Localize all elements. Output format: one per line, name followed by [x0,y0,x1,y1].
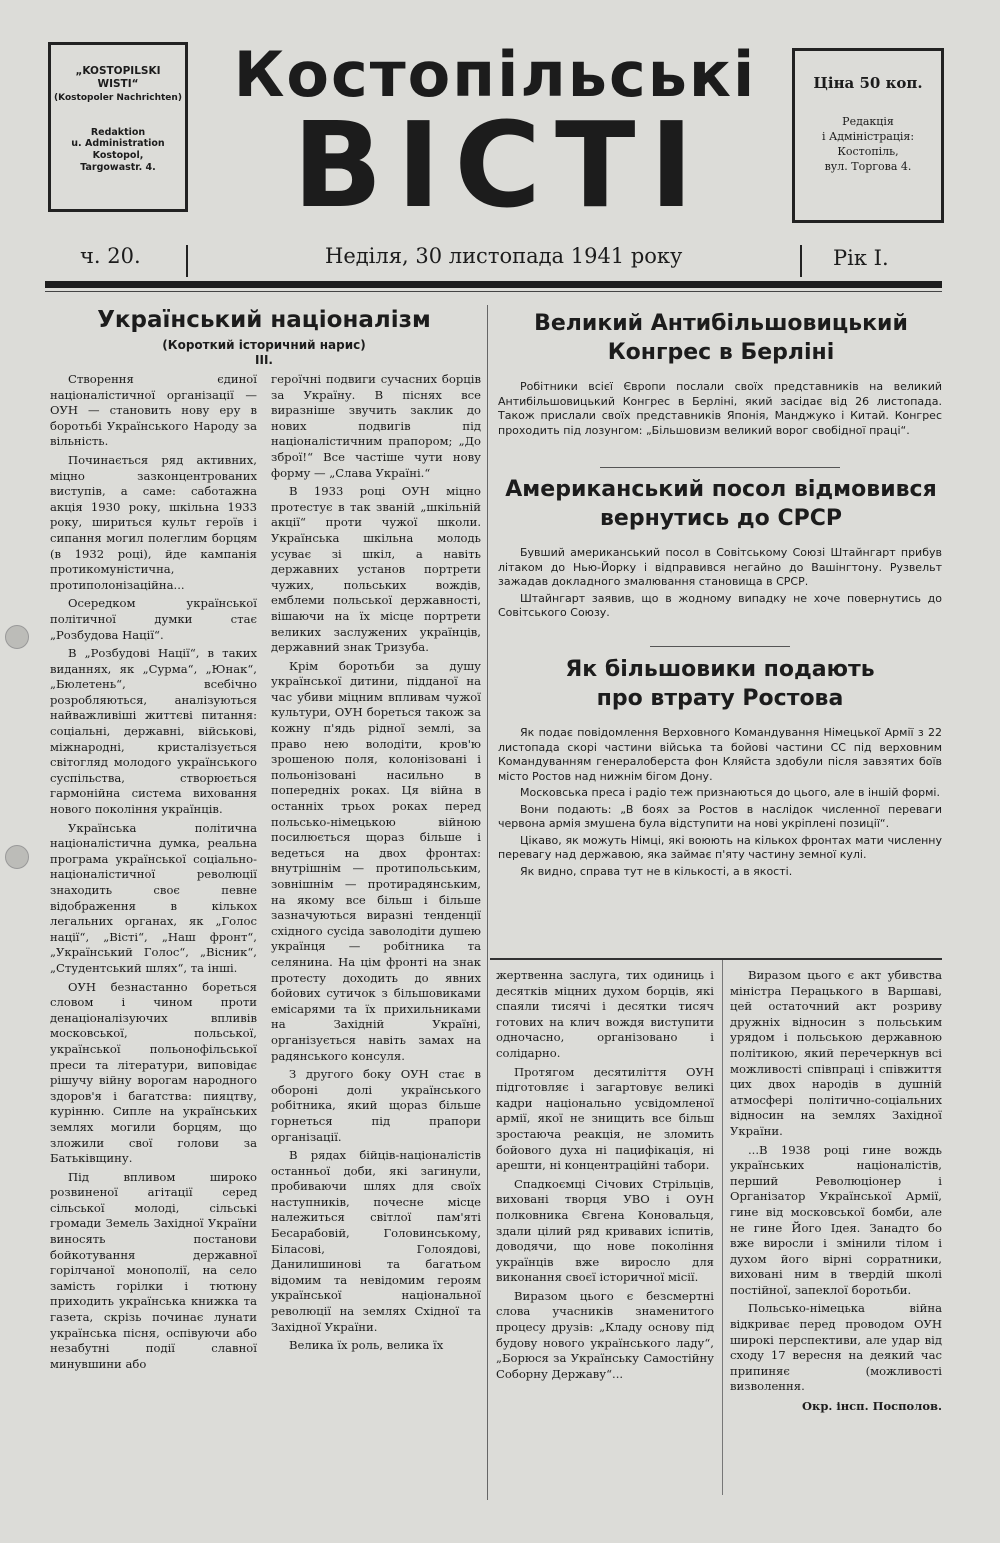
issue-date: Неділя, 30 листопада 1941 року [325,244,683,268]
paragraph: Польсько-німецька війна відкриває перед проводом ОУН широкі перспективи, але удар від сходу 17 вересня на деякий час припиняє (можливості визволення. [730,1301,942,1394]
masthead-right-address: Редакція і Адміністрація: Костопіль, вул. Торгова 4. [821,115,915,173]
article-separator [490,958,942,960]
paragraph: Як видно, справа тут не в кількості, а в якості. [520,864,793,878]
nationalism-part: III. [255,353,273,367]
paragraph: В „Розбудові Нації“, в таких виданнях, як „Сурма“, „Юнак“, „Бюлетень“, всебічно розробляються, аналізуються найважливіші життєві питання: соціальні, державні, військові, міжнародні, кристалізується світогляд молодого українського суспільства, створюється гармонійна система виховання нового покоління українців. [50,646,257,817]
paragraph: Велика їх роль, велика їх [289,1338,444,1353]
masthead-left-german: (Kostopoler Nachrichten) [54,93,182,104]
paragraph: Українська політична націоналістична думка, реальна програма української соціально-націоналістичної революції знаходить своє певне відображення в кількох легальних органах, як „Голос нації“, „Вісті“, „Наш фронт“, „Український Голос“, „Вісник“, „Студентський шлях“, та інші. [50,820,257,975]
paragraph: Створення єдиної націоналістичної організації — ОУН — становить нову еру в боротьбі Українського Народу за вільність. [50,372,257,449]
paragraph: Виразом цього є безсмертні слова учасників знаменитого процесу друзів: „Кладу основу під будову нового українського ладу“, „Борюся за Українську Самостійну Соборну Державу“... [496,1288,714,1381]
paragraph: Як подає повідомлення Верховного Командування Німецької Армії з 22 листопада скорі частини війська та бойові частини СС під верховним Командуванням генералоберста фон Кляйста здобули після завзятих боїв місто Ростов над нижнім бігом Дону. [498,726,942,783]
paragraph: Робітники всієї Європи послали своїх представників на великий Антибільшовицький Конгрес в Берліні, який засідає від 26 листопада. Також прислали своїх представників Японія, Манджуко і Китай. Конгрес проходить під лозунгом: „Більшовизм великий ворог свобідної праці“. [498,380,942,437]
paragraph: Починається ряд активних, міцно зазконцентрованих виступів, а саме: саботажна акція 1930 року, шкільна 1933 року, шириться культ героїв і сипання могил полеглим борцям (в 1932 році), йде кампанія протикомуністична, протиполонізаційна... [50,452,257,592]
paragraph: ...В 1938 році гине вождь українських націоналістів, перший Революціонер і Організатор Української Армії, гине від московської бомби, але не гине Його Ідея. Занадто бо вже виросли і змінили тілом і духом його вірні сорратники, виховані ним в твердій школі постійної, запеклої боротьби. [730,1142,942,1297]
masthead-left-name: „KOSTOPILSKI WISTI“ [75,65,161,91]
paragraph: жертвенна заслуга, тих одиниць і десятків міцних духом борців, які спаяли тисячі і десятки тисяч готових на клич вождя виступити одночасно, організовано і солідарно. [496,968,714,1060]
nationalism-column-2 [271,372,481,1490]
masthead-left-address: Redaktion u. Administration Kostopol, Targowastr. 4. [71,126,165,174]
congress-body [498,380,942,460]
issue-year: Рік І. [833,246,889,270]
masthead-rule-thin [45,291,942,292]
congress-title: Великий Антибільшовицький Конгрес в Берліні [534,311,908,365]
paragraph: Вони подають: „В боях за Ростов в наслідок численної переваги червона армія змушена була відступити на нові укріплені позиції“. [498,802,942,830]
masthead-right-box [792,48,944,223]
paragraph: Московська преса і радіо теж признаються до цього, але в іншій формі. [520,786,940,799]
ambassador-title: Американський посол відмовився вернутись до СРСР [505,477,937,531]
signature: Окр. інсп. Посполов. [802,1399,942,1414]
rostov-body [498,726,942,948]
ambassador-body [498,546,942,638]
article-separator [600,467,840,468]
issue-number: ч. 20. [80,244,141,268]
paragraph: ОУН безнастанно бореться словом і чином проти денаціоналізуючих впливів московської, польської, української польонофільської преси та літератури, виповідає рішучу війну ворогам народного здоров'я і багатства: пияцтву, курінню. Сипле на українських землях могили борцям, що зложили свої голови за Батьківщину. [50,979,257,1166]
price-label: Ціна 50 коп. [813,74,923,92]
paragraph: Виразом цього є акт убивства міністра Перацького в Варшаві, цей остаточний акт розриву дружніх відносин з польським урядом і польською державною політикою, який перечеркнув всі можливості співпраці і співжиття цих двох народів в душній атмосфері політично-соціальних відносин на землях Західної України. [730,968,942,1138]
nationalism-column-4 [730,968,942,1490]
paragraph: Крім боротьби за душу української дитини, підданої на час убиви міцним впливам чужої культури, ОУН бореться також за кожну п'ядь рідної землі, за право нею володіти, кров'ю зрошеною поля, колонізовані і польонізовані насильно в попередніх роках. Ця війна в останніх трьох роках перед польсько-німецькою війною посилюється щораз більше і ведеться на двох фронтах: внутрішнім — протипольським, зовнішнім — протирадянським, на якому все більш і більше зазначуються виразні тенденції східного сусіда заволодіти душею українця — робітника та селянина. На цім фронті на знак протесту доходить до явних бойових сутичок з більшовиками емісарями та їх прихильниками на Західній Україні, організується навіть замах на радянського консуля. [271,658,481,1063]
nationalism-column-3 [496,968,714,1490]
article-separator [650,646,790,647]
paragraph: Спадкоємці Січових Стрільців, виховані творця УВО і ОУН полковника Євгена Коновальця, здали цілий ряд кривавих іспитів, доводячи, що нове покоління українців вже виросло для виконання своєї історичної місії. [496,1176,714,1285]
nationalism-subtitle: (Короткий історичний нарис) [162,338,366,352]
paragraph: Осередком української політичної думки стає „Розбудова Нації“. [50,596,257,642]
punch-hole-bottom [5,845,29,869]
paragraph: З другого боку ОУН стає в обороні долі українського робітника, який щораз більше горнеться під прапори організації. [271,1067,481,1144]
masthead-left-box [48,42,188,212]
column-divider-main [487,305,488,1500]
newspaper-title-line2: ВІСТІ [292,96,708,234]
nationalism-title: Український націоналізм [97,307,431,333]
paragraph: В 1933 році ОУН міцно протестує в так званій „шкільній акції“ проти чужої школи. Українська шкільна молодь усуває зі шкіл, а навіть державних установ портрети чужих, польських вождів, емблеми польської державності, вішаючи на їх місце портрети великих заслужених українців, державний знак Тризуба. [271,484,481,655]
newspaper-title-line1: Костопільські [233,38,757,111]
paragraph: В рядах бійців-націоналістів останньої доби, які загинули, пробиваючи шлях для своїх наступників, почесне місце належиться світлої пам'яті Бесарабовій, Головинському, Біласові, Голоядові, Данилишинові та багатьом відомим та невідомим героям української національної революції на землях Східної та Західної України. [271,1148,481,1334]
nationalism-column-1 [50,372,257,1490]
paragraph: Цікаво, як можуть Німці, які воюють на кількох фронтах мати численну перевагу над державою, яка займає п'яту частину земної кулі. [498,833,942,861]
paragraph: героїчні подвиги сучасних борців за Україну. В піснях все виразніше звучить заклик до нових подвигів під націоналістичним прапором; „До зброї!“ Все частіше чути нову форму — „Слава Україні.“ [271,372,481,480]
rostov-title: Як більшовики подають про втрату Ростова [565,657,875,711]
column-divider-lower [722,960,723,1495]
paragraph: Бувший американський посол в Совітському Союзі Штайнгарт прибув літаком до Нью-Йорку і відправився негайно до Вашінгтону. Рузвельт зажадав докладного змалювання становища в СРСР. [498,546,942,588]
paragraph: Штайнгарт заявив, що в жодному випадку не хоче повернутись до Совітського Союзу. [498,591,942,619]
masthead-rule-thick [45,281,942,288]
masthead-divider-right [800,245,802,277]
paragraph: Під впливом широко розвиненої агітації серед сільської молоді, сільські громади Земель Західної України виносять постанови бойкотування державної горілчаної монополії, на село замість горілки і тютюну приходить українська книжка та газета, скрізь починає лунати українська пісня, оспівуючи або незабутні події славної минувшини або [50,1169,257,1371]
masthead-divider-left [186,245,188,277]
paragraph: Протягом десятиліття ОУН підготовляє і загартовує великі кадри національно усвідомленої армії, якої не знищить все більш зростаюча реакція, не зломить бойового духа ні пацифікація, ні арешти, ні концентраційні табори. [496,1064,714,1173]
punch-hole-top [5,625,29,649]
